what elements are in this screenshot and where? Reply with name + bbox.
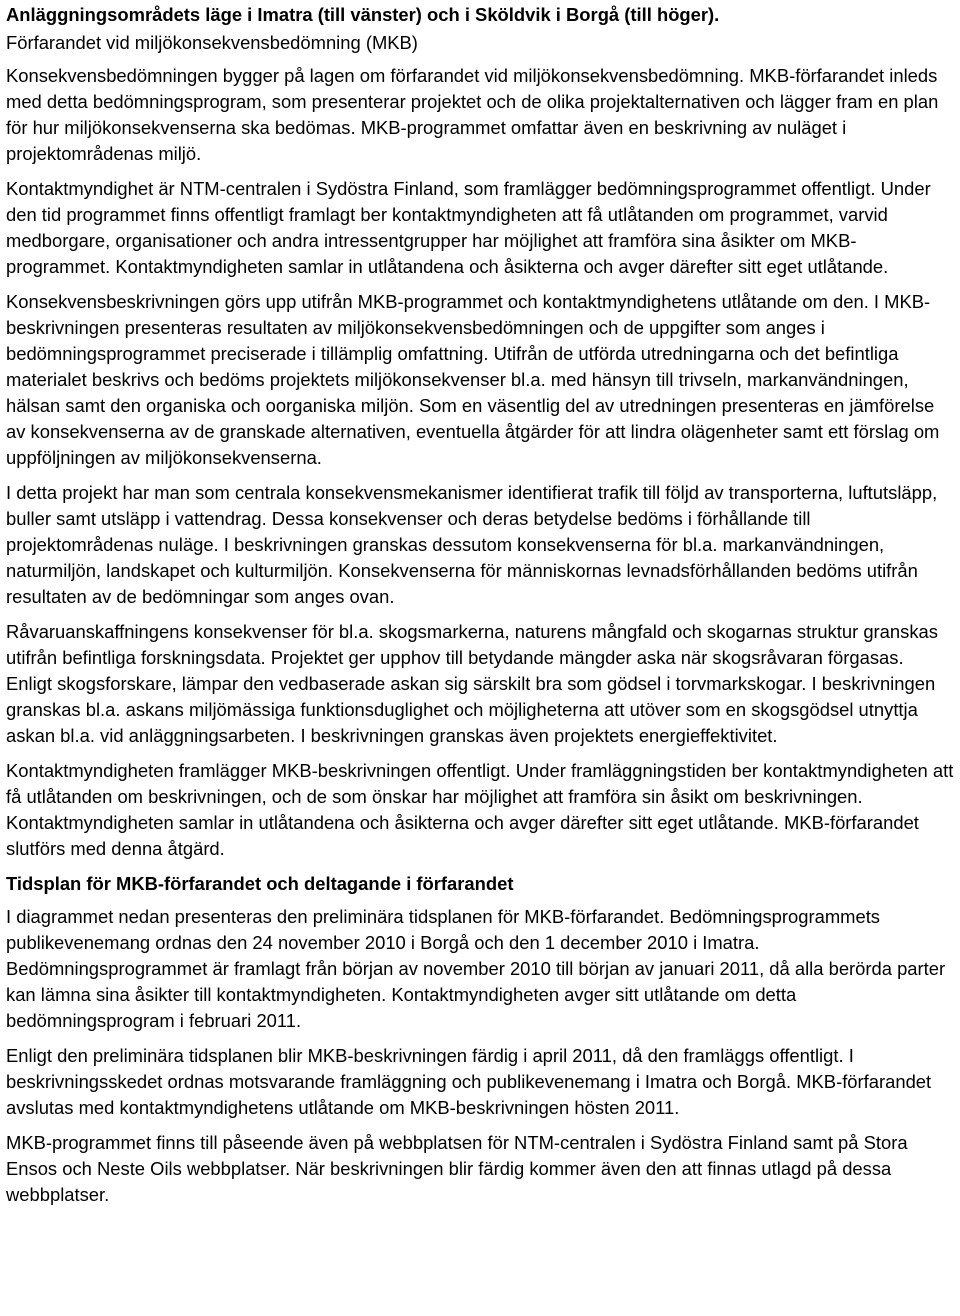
paragraph: I diagrammet nedan presenteras den preliminära tidsplanen för MKB-förfarandet. Bedömningsprogrammets publikevenemang ordnas den 24 november 2010 i Borgå och den 1 december 2010 i Imatra. Bedömningsprogrammet är framlagt från början av november 2010 till början av januari 2011, då alla berörda parter kan lämna sina åsikter till kontaktmyndigheten. Kontaktmyndigheten avger sitt utlåtande om detta bedömningsprogram i februari 2011. [6,906,946,1031]
paragraph: Konsekvensbedömningen bygger på lagen om förfarandet vid miljökonsekvensbedömning. MKB-förfarandet inleds med detta bedömningsprogram, som presenterar projektet och de olika projektalternativen och lägger fram en plan för hur miljökonsekvenserna ska bedömas. MKB-programmet omfattar även en beskrivning av nuläget i projektområdenas miljö. [6,65,939,164]
paragraph: I detta projekt har man som centrala konsekvensmekanismer identifierat trafik till följd av transporterna, luftutsläpp, buller samt utsläpp i vattendrag. Dessa konsekvenser och deras betydelse bedöms i förhållande till projektområdenas nuläge. I beskrivningen granskas dessutom konsekvenserna för bl.a. markanvändningen, naturmiljön, landskapet och kulturmiljön. Konsekvenserna för människornas levnadsförhållanden bedöms utifrån resultaten av de bedömningar som anges ovan. [6,482,938,607]
paragraph: Kontaktmyndigheten framlägger MKB-beskrivningen offentligt. Under framläggningstiden ber kontaktmyndigheten att få utlåtanden om beskrivningen, och de som önskar har möjlighet att framföra sin åsikt om beskrivningen. Kontaktmyndigheten samlar in utlåtandena och åsikterna och avger därefter sitt eget utlåtande. MKB-förfarandet slutförs med denna åtgärd. [6,760,954,859]
paragraph: Enligt den preliminära tidsplanen blir MKB-beskrivningen färdig i april 2011, då den framläggs offentligt. I beskrivningsskedet ordnas motsvarande framläggning och publikevenemang i Imatra och Borgå. MKB-förfarandet avslutas med kontaktmyndighetens utlåtande om MKB-beskrivningen hösten 2011. [6,1045,932,1118]
paragraph: MKB-programmet finns till påseende även på webbplatsen för NTM-centralen i Sydöstra Finland samt på Stora Ensos och Neste Oils webbplatser. När beskrivningen blir färdig kommer även den att finnas utlagd på dessa webbplatser. [6,1132,908,1205]
paragraph: Råvaruanskaffningens konsekvenser för bl.a. skogsmarkerna, naturens mångfald och skogarnas struktur granskas utifrån befintliga forskningsdata. Projektet ger upphov till betydande mängder aska när skogsråvaran förgasas. Enligt skogsforskare, lämpar den vedbaserade askan sig särskilt bra som gödsel i torvmarkskogar. I beskrivningen granskas bl.a. askans miljömässiga funktionsduglighet och möjligheterna att utöver som en skogsgödsel utnyttja askan bl.a. vid anläggningsarbeten. I beskrivningen granskas även projektets energieffektivitet. [6,621,938,746]
section-heading-mkb-procedure: Förfarandet vid miljökonsekvensbedömning (MKB) [6,32,418,53]
figure-caption: Anläggningsområdets läge i Imatra (till vänster) och i Sköldvik i Borgå (till höger). [6,4,720,25]
paragraph: Konsekvensbeskrivningen görs upp utifrån MKB-programmet och kontaktmyndighetens utlåtande om den. I MKB-beskrivningen presenteras resultaten av miljökonsekvensbedömningen och de uppgifter som anges i bedömningsprogrammet preciserade i tillämplig omfattning. Utifrån de utförda utredningarna och det befintliga materialet beskrivs och bedöms projektets miljökonsekvenser bl.a. med hänsyn till trivseln, markanvändningen, hälsan samt den organiska och oorganiska miljön. Som en väsentlig del av utredningen presenteras en jämförelse av konsekvenserna av de granskade alternativen, eventuella åtgärder för att lindra olägenheter samt ett förslag om uppföljningen av miljökonsekvenserna. [6,291,940,468]
section-heading-schedule: Tidsplan för MKB-förfarandet och deltagande i förfarandet [6,873,514,894]
paragraph: Kontaktmyndighet är NTM-centralen i Sydöstra Finland, som framlägger bedömningsprogrammet offentligt. Under den tid programmet finns offentligt framlagt ber kontaktmyndigheten att få utlåtanden om programmet, varvid medborgare, organisationer och andra intressentgrupper har möjlighet att framföra sina åsikter om MKB-programmet. Kontaktmyndigheten samlar in utlåtandena och åsikterna och avger därefter sitt eget utlåtande. [6,178,931,277]
